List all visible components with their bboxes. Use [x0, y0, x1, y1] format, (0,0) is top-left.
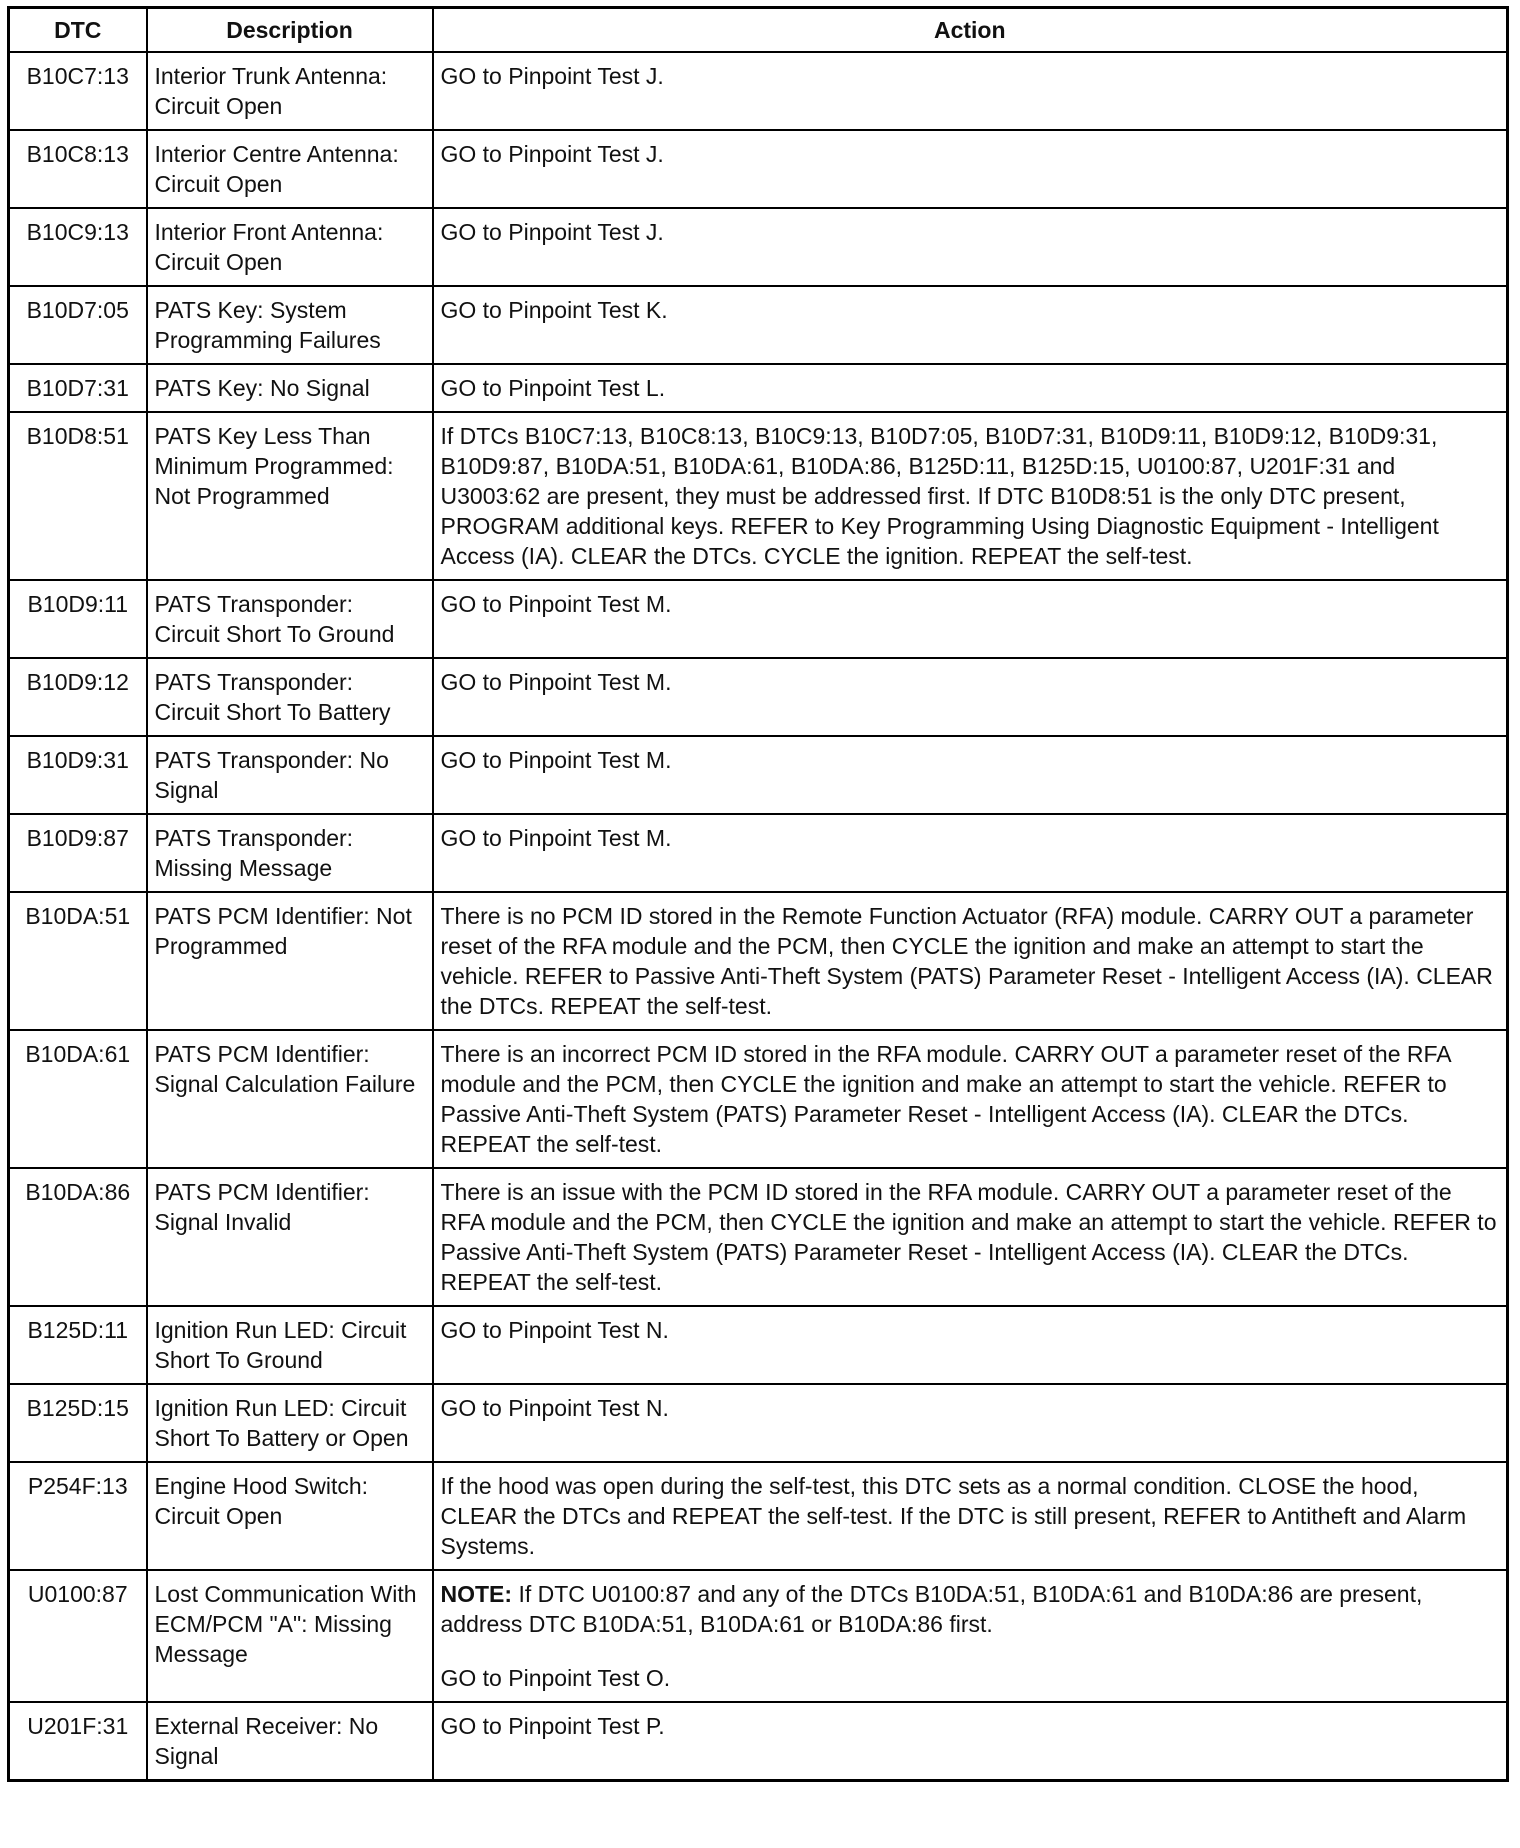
- dtc-code: B10D9:12: [9, 658, 147, 736]
- dtc-action: If DTCs B10C7:13, B10C8:13, B10C9:13, B10D7:05, B10D7:31, B10D9:11, B10D9:12, B10D9:31, B10D9:87, B10DA:51, B10DA:61, B10DA:86, B125D:11, B125D:15, U0100:87, U201F:31 and U3003:62 are present, they must be addressed first. If DTC B10D8:51 is the only DTC present, PROGRAM additional keys. REFER to Key Programming Using Diagnostic Equipment - Intelligent Access (IA). CLEAR the DTCs. CYCLE the ignition. REPEAT the self-test.: [433, 412, 1508, 580]
- dtc-description: PATS PCM Identifier: Not Programmed: [147, 892, 433, 1030]
- dtc-description: External Receiver: No Signal: [147, 1702, 433, 1781]
- dtc-code: B10DA:51: [9, 892, 147, 1030]
- dtc-description: PATS PCM Identifier: Signal Calculation Failure: [147, 1030, 433, 1168]
- table-row: [9, 52, 1508, 130]
- dtc-action: GO to Pinpoint Test L.: [433, 364, 1508, 412]
- table-row: [9, 1462, 1508, 1570]
- dtc-code: B10DA:61: [9, 1030, 147, 1168]
- table-row: [9, 1306, 1508, 1384]
- dtc-code: B10D9:11: [9, 580, 147, 658]
- dtc-code: B10D8:51: [9, 412, 147, 580]
- dtc-description: PATS Transponder: Missing Message: [147, 814, 433, 892]
- table-row: [9, 1702, 1508, 1781]
- column-header-description: Description: [147, 8, 433, 53]
- table-row: [9, 1570, 1508, 1702]
- dtc-description: Lost Communication With ECM/PCM "A": Missing Message: [147, 1570, 433, 1702]
- dtc-code: B10D7:05: [9, 286, 147, 364]
- table-row: [9, 1384, 1508, 1462]
- dtc-description: PATS Key: System Programming Failures: [147, 286, 433, 364]
- dtc-action: GO to Pinpoint Test M.: [433, 736, 1508, 814]
- table-header-row: [9, 8, 1508, 53]
- dtc-action: GO to Pinpoint Test K.: [433, 286, 1508, 364]
- dtc-action: GO to Pinpoint Test J.: [433, 130, 1508, 208]
- table-row: [9, 208, 1508, 286]
- dtc-code: B10D9:87: [9, 814, 147, 892]
- table-row: [9, 286, 1508, 364]
- dtc-code: B10D9:31: [9, 736, 147, 814]
- dtc-action: GO to Pinpoint Test M.: [433, 814, 1508, 892]
- dtc-action: GO to Pinpoint Test M.: [433, 658, 1508, 736]
- dtc-code: B10DA:86: [9, 1168, 147, 1306]
- dtc-code: B10C8:13: [9, 130, 147, 208]
- dtc-description: PATS Key Less Than Minimum Programmed: Not Programmed: [147, 412, 433, 580]
- dtc-table-container: [7, 6, 1506, 1782]
- dtc-description: PATS Key: No Signal: [147, 364, 433, 412]
- table-row: [9, 130, 1508, 208]
- dtc-action: If the hood was open during the self-test, this DTC sets as a normal condition. CLOSE the hood, CLEAR the DTCs and REPEAT the self-test. If the DTC is still present, REFER to Antitheft and Alarm Systems.: [433, 1462, 1508, 1570]
- dtc-description: Interior Centre Antenna: Circuit Open: [147, 130, 433, 208]
- note-paragraph: [441, 1579, 1500, 1639]
- dtc-action: There is no PCM ID stored in the Remote Function Actuator (RFA) module. CARRY OUT a parameter reset of the RFA module and the PCM, then CYCLE the ignition and make an attempt to start the vehicle. REFER to Passive Anti-Theft System (PATS) Parameter Reset - Intelligent Access (IA). CLEAR the DTCs. REPEAT the self-test.: [433, 892, 1508, 1030]
- dtc-action: GO to Pinpoint Test P.: [433, 1702, 1508, 1781]
- note-label: NOTE:: [440, 1581, 513, 1607]
- dtc-description: PATS Transponder: Circuit Short To Battery: [147, 658, 433, 736]
- dtc-description: Ignition Run LED: Circuit Short To Ground: [147, 1306, 433, 1384]
- dtc-action: There is an issue with the PCM ID stored in the RFA module. CARRY OUT a parameter reset of the RFA module and the PCM, then CYCLE the ignition and make an attempt to start the vehicle. REFER to Passive Anti-Theft System (PATS) Parameter Reset - Intelligent Access (IA). CLEAR the DTCs. REPEAT the self-test.: [433, 1168, 1508, 1306]
- table-row: [9, 412, 1508, 580]
- table-row: [9, 736, 1508, 814]
- dtc-action: [433, 1570, 1508, 1702]
- dtc-action: GO to Pinpoint Test J.: [433, 52, 1508, 130]
- table-row: [9, 364, 1508, 412]
- table-row: [9, 580, 1508, 658]
- dtc-description: PATS Transponder: No Signal: [147, 736, 433, 814]
- table-row: [9, 1168, 1508, 1306]
- dtc-code: B10C9:13: [9, 208, 147, 286]
- table-row: [9, 814, 1508, 892]
- dtc-code: B10D7:31: [9, 364, 147, 412]
- dtc-description: PATS Transponder: Circuit Short To Ground: [147, 580, 433, 658]
- dtc-action: There is an incorrect PCM ID stored in the RFA module. CARRY OUT a parameter reset of the RFA module and the PCM, then CYCLE the ignition and make an attempt to start the vehicle. REFER to Passive Anti-Theft System (PATS) Parameter Reset - Intelligent Access (IA). CLEAR the DTCs. REPEAT the self-test.: [433, 1030, 1508, 1168]
- dtc-action: GO to Pinpoint Test M.: [433, 580, 1508, 658]
- table-row: [9, 892, 1508, 1030]
- table-row: [9, 1030, 1508, 1168]
- action-text: GO to Pinpoint Test O.: [440, 1665, 671, 1691]
- table-row: [9, 658, 1508, 736]
- dtc-code: U0100:87: [9, 1570, 147, 1702]
- dtc-code: P254F:13: [9, 1462, 147, 1570]
- dtc-description: Interior Trunk Antenna: Circuit Open: [147, 52, 433, 130]
- dtc-action: GO to Pinpoint Test N.: [433, 1384, 1508, 1462]
- dtc-code: B125D:15: [9, 1384, 147, 1462]
- dtc-description: PATS PCM Identifier: Signal Invalid: [147, 1168, 433, 1306]
- dtc-table: [7, 6, 1509, 1782]
- column-header-action: Action: [433, 8, 1508, 53]
- column-header-dtc: DTC: [9, 8, 147, 53]
- dtc-action: GO to Pinpoint Test N.: [433, 1306, 1508, 1384]
- dtc-description: Ignition Run LED: Circuit Short To Battery or Open: [147, 1384, 433, 1462]
- dtc-description: Interior Front Antenna: Circuit Open: [147, 208, 433, 286]
- dtc-code: B125D:11: [9, 1306, 147, 1384]
- dtc-code: U201F:31: [9, 1702, 147, 1781]
- note-text: If DTC U0100:87 and any of the DTCs B10DA:51, B10DA:61 and B10DA:86 are present, address DTC B10DA:51, B10DA:61 or B10DA:86 first.: [440, 1581, 1423, 1637]
- dtc-code: B10C7:13: [9, 52, 147, 130]
- dtc-description: Engine Hood Switch: Circuit Open: [147, 1462, 433, 1570]
- dtc-action: GO to Pinpoint Test J.: [433, 208, 1508, 286]
